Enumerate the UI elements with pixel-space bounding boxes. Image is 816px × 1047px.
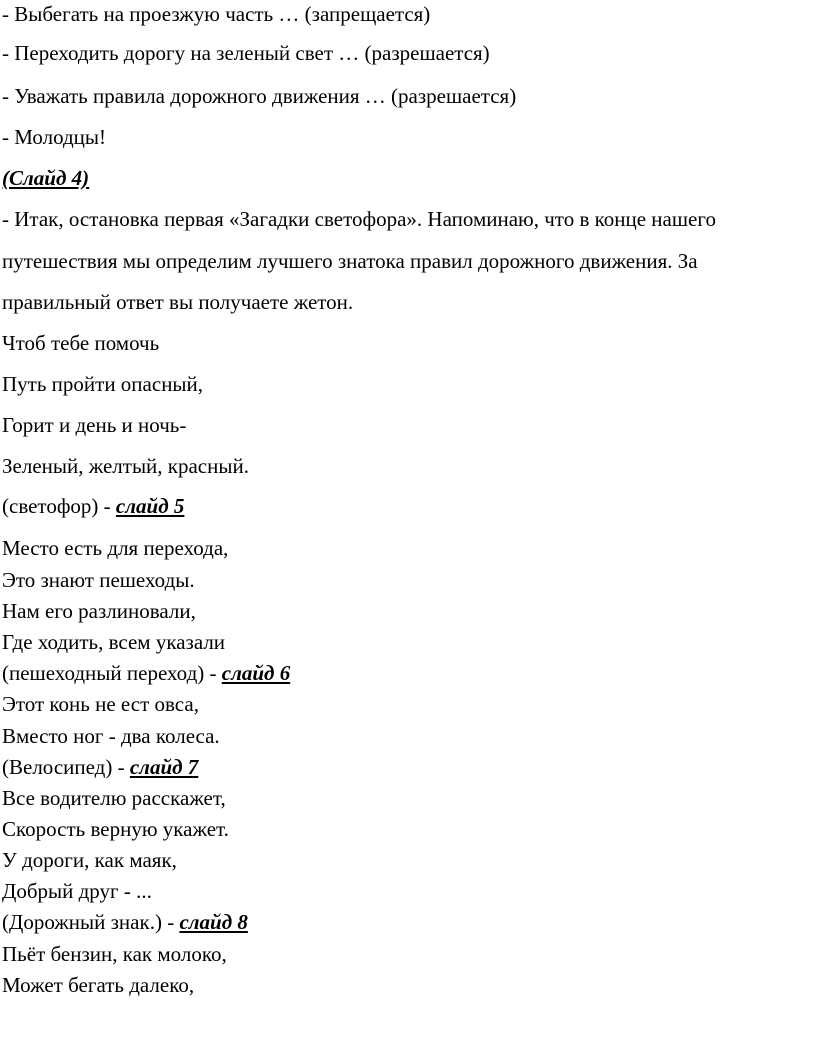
riddle2-line-4: Где ходить, всем указали: [2, 630, 226, 654]
riddle2-line-1: Место есть для перехода,: [2, 536, 229, 560]
riddle1-answer: [2, 492, 184, 520]
riddle2-line-3: Нам его разлиновали,: [2, 599, 196, 623]
riddle3-answer: [2, 753, 198, 781]
riddle1-line-2: Путь пройти опасный,: [2, 372, 204, 396]
riddle3-line-2: Вместо ног - два колеса.: [2, 724, 220, 748]
riddle4-line-4: Добрый друг - ...: [2, 879, 152, 903]
riddle3-line-1: Этот конь не ест овса,: [2, 692, 199, 716]
intro-line-3: - Уважать правила дорожного движения … (разрешается): [2, 84, 517, 108]
riddle5-line-1: Пьёт бензин, как молоко,: [2, 942, 227, 966]
intro-line-2: - Переходить дорогу на зеленый свет … (разрешается): [2, 41, 490, 65]
slide6-ref: слайд 6: [221, 661, 291, 685]
riddle3-answer-text: (Велосипед) -: [2, 755, 130, 779]
slide4-heading: (Слайд 4): [2, 166, 90, 190]
slide8-ref: слайд 8: [179, 910, 248, 934]
riddle1-line-3: Горит и день и ночь-: [2, 413, 187, 437]
riddle5-line-2: Может бегать далеко,: [2, 973, 195, 997]
riddle2-line-2: Это знают пешеходы.: [2, 568, 195, 592]
riddle1-line-1: Чтоб тебе помочь: [2, 331, 160, 355]
intro-line-4: - Молодцы!: [2, 125, 107, 149]
intro-line-1: - Выбегать на проезжую часть … (запрещается): [2, 2, 431, 26]
slide7-ref: слайд 7: [129, 755, 199, 779]
paragraph-line-3: правильный ответ вы получаете жетон.: [2, 290, 354, 314]
slide5-ref: слайд 5: [115, 494, 185, 518]
riddle4-line-1: Все водителю расскажет,: [2, 786, 226, 810]
riddle4-line-2: Скорость верную укажет.: [2, 817, 229, 841]
riddle4-answer-text: (Дорожный знак.) -: [2, 910, 180, 934]
paragraph-line-1: - Итак, остановка первая «Загадки светофора». Напоминаю, что в конце нашего: [2, 207, 716, 231]
riddle1-line-4: Зеленый, желтый, красный.: [2, 454, 249, 478]
riddle2-answer: [2, 659, 290, 687]
riddle4-answer: [2, 908, 248, 936]
riddle2-answer-text: (пешеходный переход) -: [2, 661, 222, 685]
paragraph-line-2: путешествия мы определим лучшего знатока правил дорожного движения. За: [2, 249, 698, 273]
riddle1-answer-text: (светофор) -: [2, 494, 116, 518]
riddle4-line-3: У дороги, как маяк,: [2, 848, 177, 872]
